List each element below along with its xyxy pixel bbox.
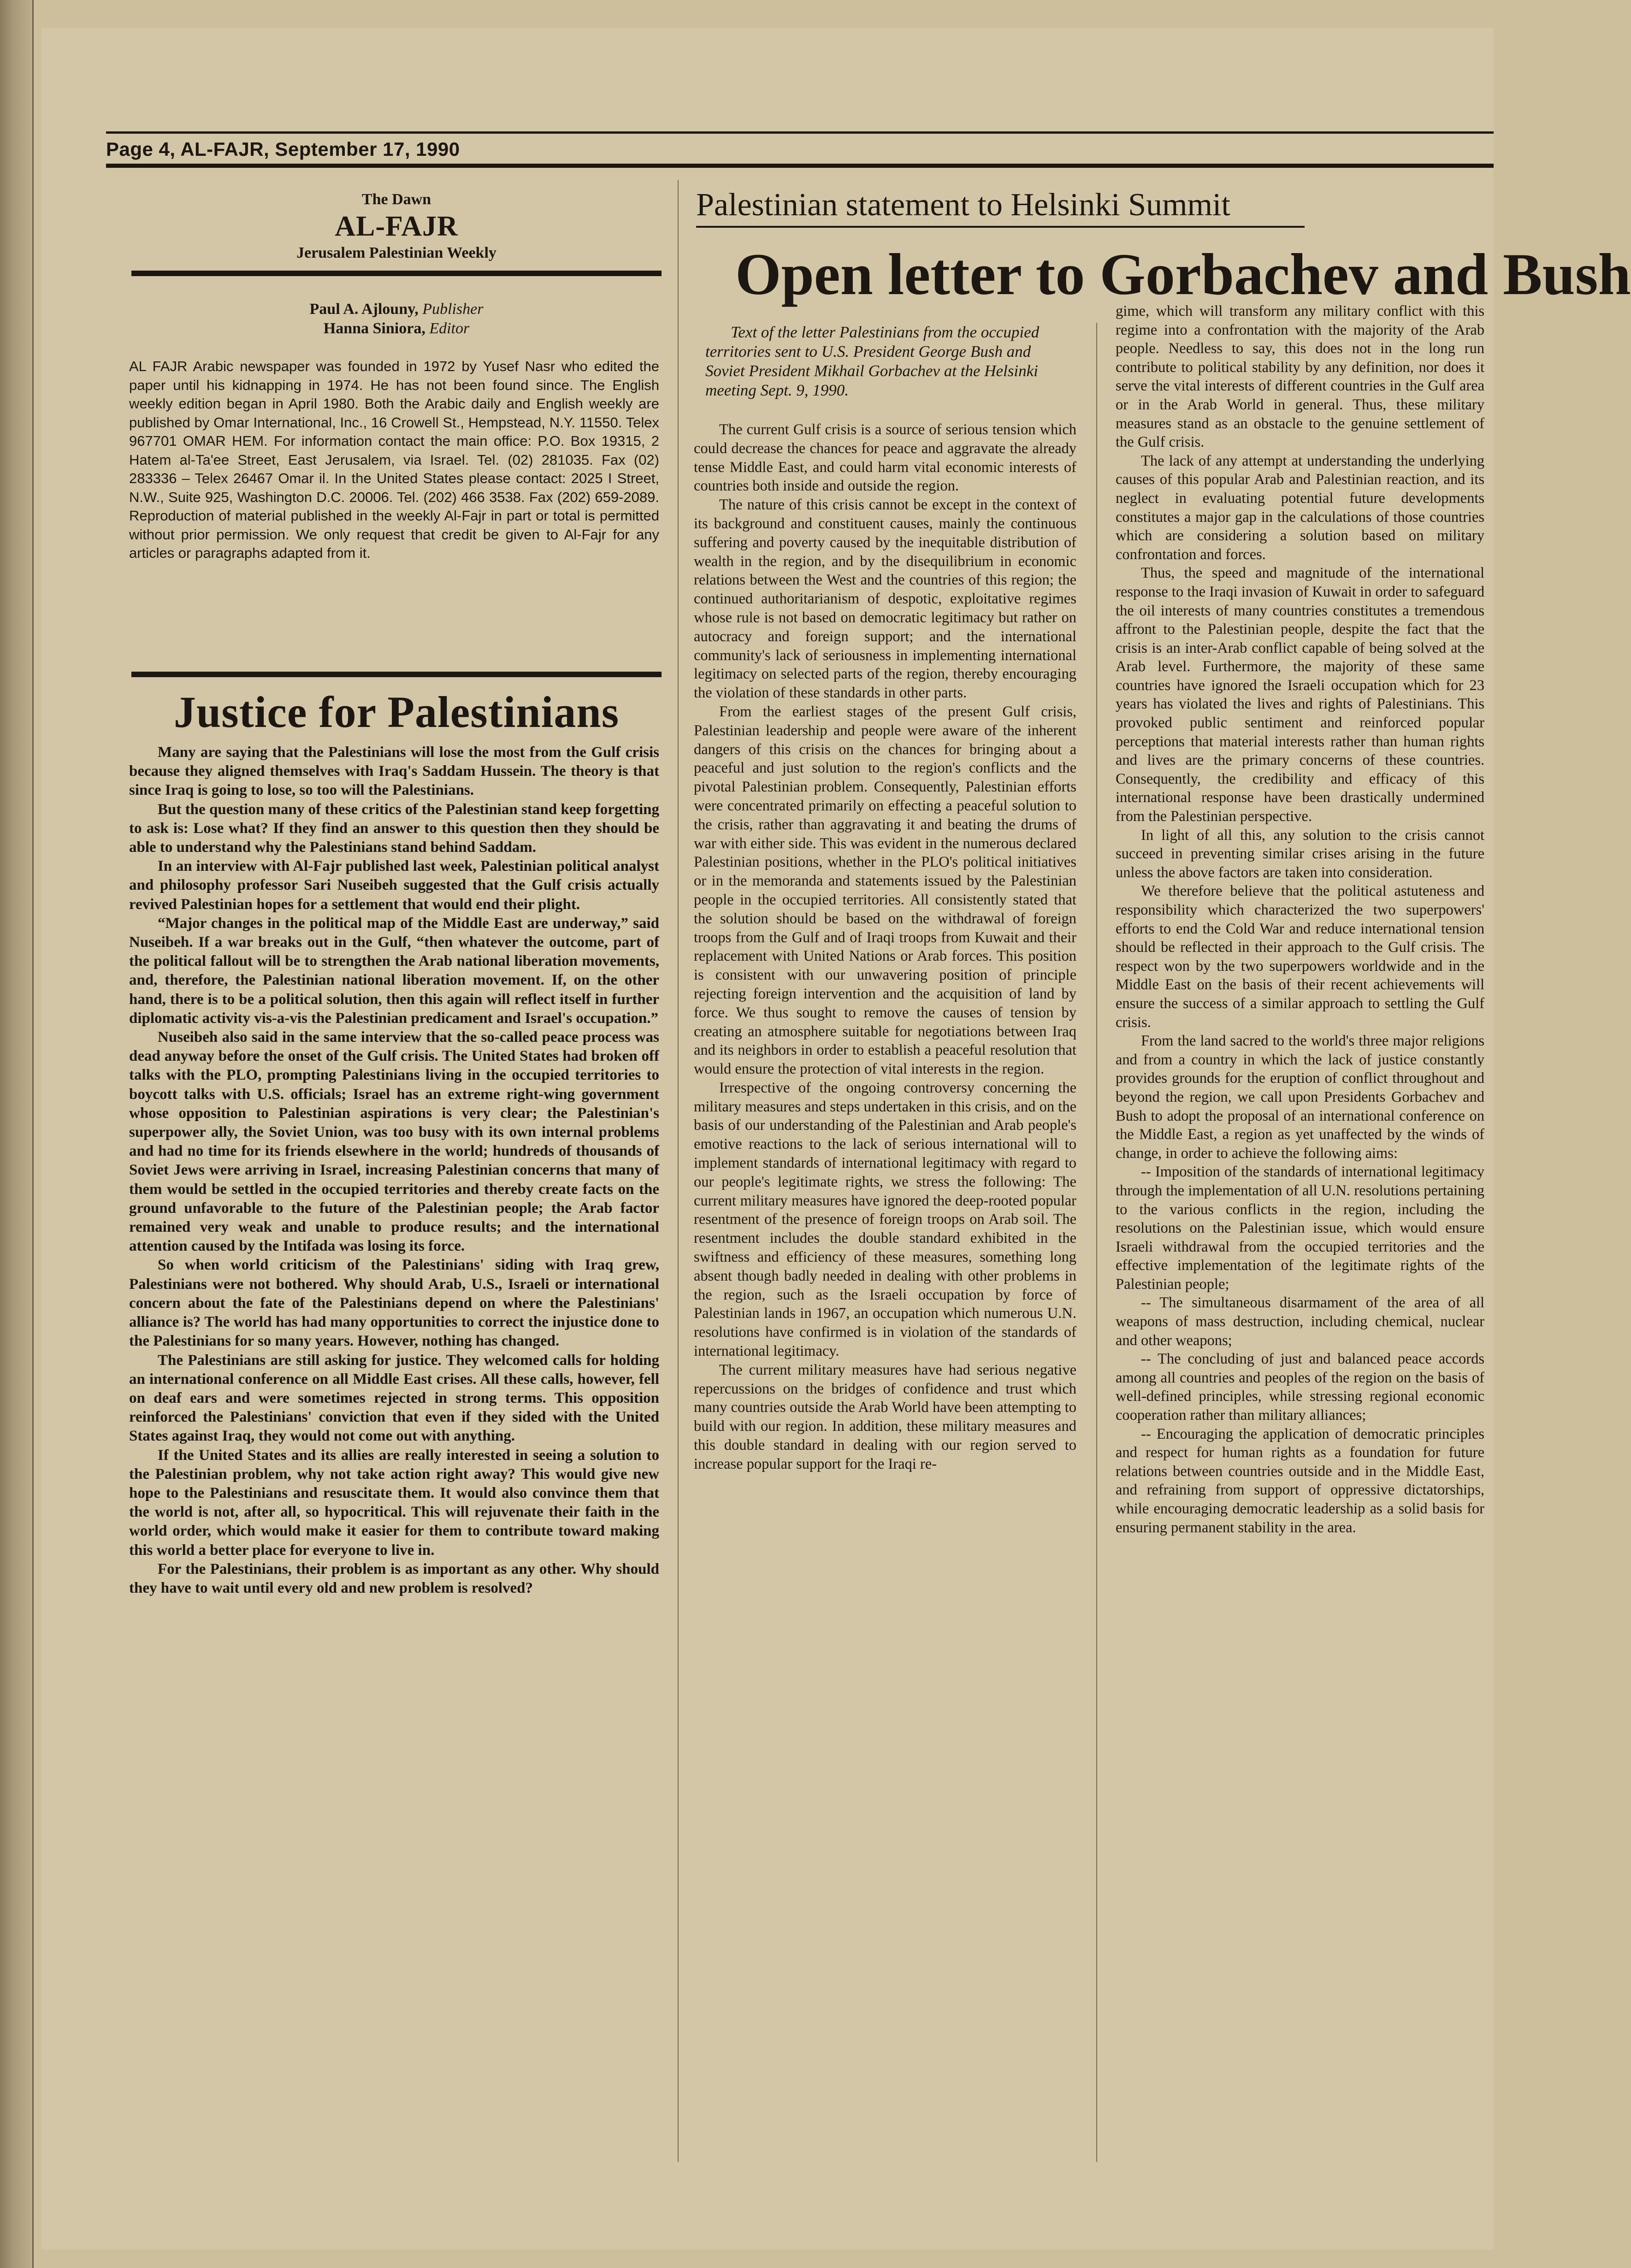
masthead-subtitle: Jerusalem Palestinian Weekly [296, 244, 496, 261]
masthead-rule [131, 271, 662, 276]
article-paragraph: -- The simultaneous disarmament of the area of all weapons of mass destruction, including chemical, nuclear and other weapons; [1116, 1294, 1484, 1349]
editorial-paragraph: For the Palestinians, their problem is as important as any other. Why should they have to wait until every old and new problem is resolved? [129, 1560, 659, 1596]
editorial-paragraph: The Palestinians are still asking for justice. They welcomed calls for holding an international conference on all Middle East crises. All these calls, however, fell on deaf ears and were sometimes rejected in strong terms. This opposition reinforced the Palestinians' conviction that even if they sided with the United States against Iraq, they would not come out with anything. [129, 1352, 659, 1445]
article-paragraph: -- Encouraging the application of democratic principles and respect for human rights as a foundation for future relations between countries outside and in the Middle East, and refraining from support of oppressive dictatorships, while encouraging democratic leadership as a solid basis for ensuring permanent stability in the area. [1116, 1425, 1484, 1536]
article-paragraph: The nature of this crisis cannot be except in the context of its background and constituent causes, mainly the continuous suffering and poverty caused by the inequitable distribution of wealth in the region, and by the disequilibrium in economic relations between the West and the countries of this region; the continued authoritarianism of despotic, exploitative regimes whose rule is not based on democratic legitimacy but rather on autocracy and foreign support; and the international community's lack of seriousness in implementing international legitimacy on selected parts of the region, thereby encouraging the violation of these standards in other parts. [694, 496, 1076, 702]
staff-box [129, 300, 664, 338]
folio: Page 4, AL-FAJR, September 17, 1990 [106, 138, 460, 160]
masthead-tagline: The Dawn [361, 191, 431, 208]
editor-role: Editor [429, 320, 470, 337]
article-paragraph: We therefore believe that the political astuteness and responsibility which characterized the two superpowers' efforts to end the Cold War and reduce international tension should be reflected in their approach to the Gulf crisis. The respect won by the two superpowers worldwide and in the Middle East on the basis of their recent achievements will ensure the success of a similar approach to settling the Gulf crisis. [1116, 883, 1484, 1031]
editorial-paragraph: In an interview with Al-Fajr published last week, Palestinian political analyst and philosophy professor Sari Nuseibeh suggested that the Gulf crisis actually revived Palestinian hopes for a settlement that would end their plight. [129, 858, 659, 913]
editorial-paragraph: Many are saying that the Palestinians will lose the most from the Gulf crisis because they aligned themselves with Iraq's Saddam Hussein. The theory is that since Iraq is going to lose, so too will the Palestinians. [129, 744, 659, 799]
about-paragraph: AL FAJR Arabic newspaper was founded in 1972 by Yusef Nasr who edited the paper until his kidnapping in 1974. He has not been found since. The English weekly edition began in April 1980. Both the Arabic daily and English weekly are published by Omar International, Inc., 16 Crowell St., Hempstead, N.Y. 11550. Telex 967701 OMAR HEM. For information contact the main office: P.O. Box 19315, 2 Hatem al-Ta'ee Street, East Jerusalem, via Israel. Tel. (02) 281035. Fax (02) 283336 – Telex 26467 Omar il. In the United States please contact: 2025 I Street, N.W., Suite 925, Washington D.C. 20006. Tel. (202) 466 3538. Fax (202) 659-2089. Reproduction of material published in the weekly Al-Fajr in part or total is permitted without prior permission. We only request that credit be given to Al-Fajr for any articles or paragraphs adapted from it. [129, 358, 659, 561]
article-paragraph: -- The concluding of just and balanced peace accords among all countries and peoples of the region on the basis of well-defined principles, while stressing regional economic cooperation rather than military alliances; [1116, 1351, 1484, 1424]
folio-rule [106, 164, 1494, 168]
column-divider [678, 180, 679, 2162]
editorial-paragraph: If the United States and its allies are really interested in seeing a solution to the Palestinian problem, why not take action right away? This would give new hope to the Palestinians and resuscitate them. It would also convince them that the world is not, after all, so hypocritical. This will rejuvenate their faith in the world order, which would make it easier for them to contribute toward making this world a better place for everyone to live in. [129, 1447, 659, 1559]
article-column-2 [1116, 302, 1484, 1537]
masthead [129, 189, 664, 264]
editorial-paragraph: So when world criticism of the Palestinians' siding with Iraq grew, Palestinians were not bothered. Why should Arab, U.S., Israeli or international concern about the fate of the Palestinians depend on where the Palestinians' alliance is? The world has had many opportunities to correct the injustice done to the Palestinians for so many years. However, nothing has changed. [129, 1257, 659, 1350]
editorial-title: Justice for Palestinians [173, 687, 620, 737]
page-binding-edge [0, 0, 34, 2268]
editor-name: Hanna Siniora, [323, 320, 425, 337]
editorial-body [129, 743, 659, 1598]
article-column-1 [694, 323, 1076, 1474]
publisher-name: Paul A. Ajlouny, [309, 301, 419, 318]
article-paragraph: -- Imposition of the standards of international legitimacy through the implementation of all U.N. resolutions pertaining to the various conflicts in the region, including the resolutions on the Palestinian issue, which would ensure Israeli withdrawal from the occupied territories and the effective implementation of the legitimate rights of the Palestinian people; [1116, 1164, 1484, 1293]
kicker-underline [696, 226, 1305, 228]
column-divider [1096, 323, 1097, 2162]
article-paragraph: The lack of any attempt at understanding the underlying causes of this popular Arab and Palestinian reaction, and its neglect in evaluating potential future developments constitutes a major gap in the calculations of those countries which are considering a solution based on military confrontation and forces. [1116, 452, 1484, 563]
editorial-paragraph: But the question many of these critics of the Palestinian stand keep forgetting to ask is: Lose what? If they find an answer to this question then they should be able to understand why the Palestinians stand behind Saddam. [129, 801, 659, 856]
article-paragraph: From the earliest stages of the present Gulf crisis, Palestinian leadership and people were aware of the inherent dangers of this crisis on the chances for bringing about a peaceful and just solution to the region's conflicts and the pivotal Palestinian problem. Consequently, Palestinian efforts were concentrated primarily on effecting a peaceful solution to the crisis, rather than aggravating it and beating the drums of war with either side. This was evident in the numerous declared Palestinian positions, whether in the PLO's political initiatives or in the memoranda and statements issued by the Palestinian people in the occupied territories. All consistently stated that the solution should be based on the withdrawal of foreign troops from the Gulf and of Iraqi troops from Kuwait and their replacement with United Nations or Arab forces. This position is consistent with our unwavering position of principle rejecting foreign intervention and the acquisition of land by force. We thus sought to remove the causes of tension by creating an atmosphere suitable for negotiations between Iraq and its neighbors in order to establish a peaceful resolution that would ensure the protection of vital interests in the region. [694, 703, 1076, 1078]
article-paragraph: gime, which will transform any military conflict with this regime into a confrontation with the majority of the Arab people. Needless to say, this does not in the long run contribute to political stability by any definition, nor does it serve the vital interests of different countries in the Gulf area or in the Arab World in general. Thus, these military measures stand as an obstacle to the genuine settlement of the Gulf crisis. [1116, 303, 1484, 451]
article-paragraph: From the land sacred to the world's three major religions and from a country in which the lack of justice constantly provides grounds for the eruption of conflict throughout and beyond the region, we call upon Presidents Gorbachev and Bush to adopt the proposal of an international conference on the Middle East, a region as yet unaffected by the winds of change, in order to achieve the following aims: [1116, 1033, 1484, 1162]
article-paragraph: Thus, the speed and magnitude of the international response to the Iraqi invasion of Kuwait in order to safeguard the oil interests of many countries constitutes a tremendous affront to the Palestinian people, despite the fact that the crisis is an inter-Arab conflict capable of being solved at the Arab level. Furthermore, the majority of these same countries have ignored the Israeli occupation which for 23 years has violated the lives and rights of Palestinians. This provoked public sentiment and reinforced popular perceptions that material interests rather than human rights and lives are the primary concerns of these countries. Consequently, the credibility and efficacy of this international response have been drastically undermined from the Palestinian perspective. [1116, 565, 1484, 825]
publisher-line [129, 300, 664, 319]
publisher-role: Publisher [422, 301, 484, 318]
article-paragraph: The current military measures have had serious negative repercussions on the bridges of confidence and trust which many countries outside the Arab World have been attempting to build with our region. In addition, these military measures and this double standard in dealing with our region served to increase popular support for the Iraqi re- [694, 1361, 1076, 1472]
editorial-paragraph: Nuseibeh also said in the same interview that the so-called peace process was dead anyway before the onset of the Gulf crisis. The United States had broken off talks with the PLO, prompting Palestinians living in the occupied territories to boycott talks with U.S. officials; Israel has an extreme right-wing government whose opposition to Palestinian aspirations is very clear; the Palestinian's superpower ally, the Soviet Union, was too busy with its own internal problems and had no time for its friends elsewhere in the world; hundreds of thousands of Soviet Jews were arriving in Israel, increasing Palestinian concerns that many of them would be settled in the occupied territories and thereby create facts on the ground unfavorable to the future of the Palestinian people; the Arab factor remained very weak and unable to produce results; and the international attention caused by the Intifada was losing its force. [129, 1029, 659, 1255]
article-paragraph: Irrespective of the ongoing controversy concerning the military measures and steps undertaken in this crisis, and on the basis of our understanding of the Palestinian and Arab people's emotive reactions to the lack of serious international will to implement standards of international legitimacy with regard to our people's legitimate rights, we stress the following: The current military measures have ignored the deep-rooted popular resentment of the presence of foreign troops on Arab soil. The resentment includes the double standard exhibited in the swiftness and efficiency of these measures, something long absent though badly needed in dealing with other problems in the region, such as the Israeli occupation by force of Palestinian lands in 1967, an occupation which numerous U.N. resolutions have confirmed is in violation of the standards of international legitimacy. [694, 1079, 1076, 1360]
article-paragraph: In light of all this, any solution to the crisis cannot succeed in preventing similar crises arising in the future unless the above factors are taken into consideration. [1116, 827, 1484, 881]
article-headline: Open letter to Gorbachev and Bush [735, 242, 1631, 307]
article-paragraph: The current Gulf crisis is a source of serious tension which could decrease the chances for peace and aggravate the already tense Middle East, and could harm vital economic interests of countries both inside and outside the region. [694, 421, 1076, 495]
editor-line [129, 319, 664, 338]
article-kicker: Palestinian statement to Helsinki Summit [696, 187, 1230, 223]
article-intro: Text of the letter Palestinians from the occupied territories sent to U.S. President George Bush and Soviet President Mikhail Gorbachev at the Helsinki meeting Sept. 9, 1990. [705, 323, 1040, 399]
editorial-paragraph: “Major changes in the political map of the Middle East are underway,” said Nuseibeh. If a war breaks out in the Gulf, “then whatever the outcome, part of the political fallout will be to strengthen the Arab national liberation movements, and, therefore, the Palestinian national liberation movement. If, on the other hand, there is to be a political solution, then this again will reflect itself in further diplomatic activity vis-a-vis the Palestinian predicament and Israel's occupation.” [129, 915, 659, 1027]
top-rule [106, 131, 1494, 134]
masthead-title: AL-FAJR [335, 211, 458, 242]
about-rule [131, 672, 662, 677]
